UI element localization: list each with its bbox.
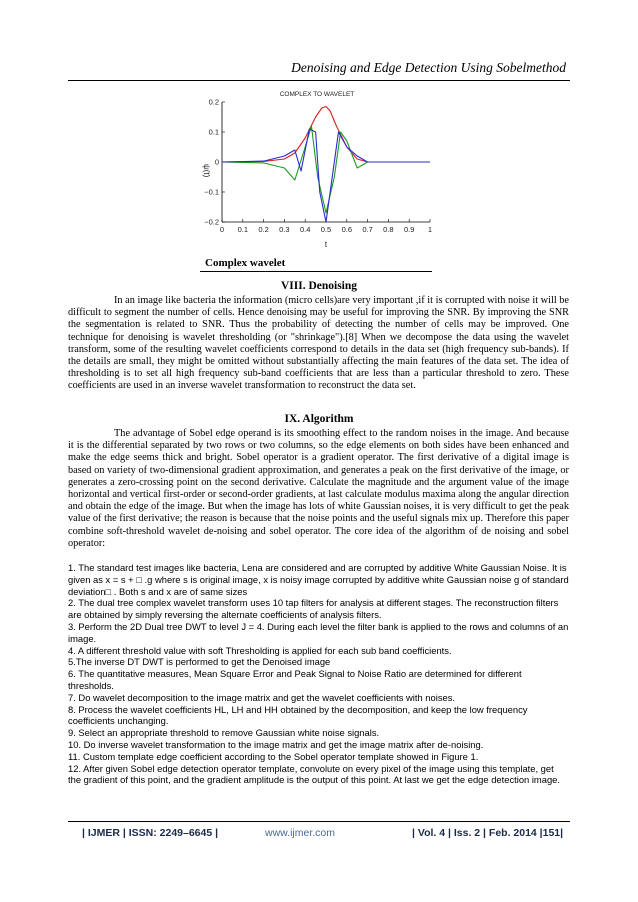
y-tick-label: 0.2 [208,97,219,107]
x-tick-label: 1 [427,225,433,234]
series-line-1 [222,107,430,163]
algorithm-paragraph: The advantage of Sobel edge operand is its smoothing effect to the random noises in the image. And because it is the differential separated by two rows or two columns, so the edge elements on both sides have been enhanced and make the edge seems thick and bright. Sobel operator is a gradient operator. The first derivative of a digital image is based on variety of two-dimensional gradient approximation, and generates a peak on the first derivative of the image, or generates a zero-crossing point on the second derivative. Calculate the magnitude and the argument value of the image horizontal and vertical first-order or second-order gradients, at last calculate modulus maxima along the angular direction and obtain the edge of the image. But when the image has lots of white Gaussian noises, it is very difficult to get the peak value of the first derivative; the reason is because that the noise points and the useful signals mix up. Therefore this paper combine soft-threshold wavelet de-noising and sobel operator. The core idea of the algorithm of de noising and sobel operator: [68,428,569,549]
x-tick-label: 0.4 [299,225,311,234]
x-tick-label: 0.9 [403,225,415,234]
header-rule [68,80,570,81]
x-tick-label: 0.6 [341,225,353,234]
denoising-paragraph: In an image like bacteria the information (micro cells)are very important ,if it is corrupted with noise it will be difficult to segment the number of cells. Hence denoising may be useful for improving the SNR. By improving the SNR the segmentation is related to SNR. Thus the probability of detecting the number of cells may be improved. One technique for denoising is wavelet thresholding (or "shrinkage").[8] When we decompose the data using the wavelet transform, some of the resulting wavelet coefficients correspond to details in the data set (high frequency sub-bands). If the details are small, they might be omitted without substantially affecting the main features of the data set. The idea of thresholding is to set all high frequency sub-band coefficients that are less than a particular threshold to zero. These coefficients are used in an inverse wavelet transformation to reconstruct the data set. [68,295,569,392]
x-tick-label: 0.7 [362,225,373,234]
x-tick-label: 0.1 [237,225,249,234]
x-axis-label: t [324,240,328,249]
footer-issue: | Vol. 4 | Iss. 2 | Feb. 2014 |151| [412,827,564,839]
figure [186,86,448,272]
x-tick-label: 0.8 [383,225,394,234]
footer-journal: | IJMER | ISSN: 2249–6645 | [82,827,219,839]
algorithm-steps [68,562,569,786]
x-tick-label: 0 [219,225,225,234]
algorithm-step: 3. Perform the 2D Dual tree DWT to level J = 4. During each level the filter bank is applied to the rows and columns of an image. [68,620,569,644]
caption-rule [200,271,432,272]
figure-caption: Complex wavelet [205,257,286,269]
series-line-2 [222,126,430,213]
y-tick-label: 0 [214,157,219,167]
algorithm-step: 5.The inverse DT DWT is performed to get the Denoised image [68,656,331,668]
section-heading-denoising: VIII. Denoising [280,280,358,292]
algorithm-step: 9. Select an appropriate threshold to remove Gaussian white noise signals. [68,727,380,739]
x-tick-label: 0.5 [320,225,332,234]
algorithm-step: 11. Custom template edge coefficient according to the Sobel operator template showed in Figure 1. [68,750,479,762]
x-tick-label: 0.2 [258,225,269,234]
wavelet-chart [186,86,448,272]
y-tick-label: −0.1 [204,187,219,197]
footer-url[interactable]: www.ijmer.com [265,827,336,839]
page-header-title: Denoising and Edge Detection Using Sobelmethod [291,60,566,75]
algorithm-step: 8. Process the wavelet coefficients HL, LH and HH obtained by the decomposition, and keep the low frequency coefficients unchanging. [68,703,528,727]
y-tick-label: 0.1 [208,127,219,137]
section-heading-algorithm: IX. Algorithm [284,413,354,425]
series-line-3 [222,129,430,222]
algorithm-step: 2. The dual tree complex wavelet transform uses 10 tap filters for analysis at different stages. The reconstruction filters are obtained by simply reversing the alternate coefficients of analysis filters. [68,597,559,621]
algorithm-step: 4. A different threshold value with soft Thresholding is applied for each sub band coefficients. [68,644,452,656]
footer-rule [68,821,570,822]
y-axis-label: ψ(t) [202,164,211,178]
algorithm-step: 1. The standard test images like bacteria, Lena are considered and are corrupted by additive White Gaussian Noise. It is given as x = s + □ .g where s is original image, x is noisy image corrupted by additive white Gaussian noise g of standard deviation□ . Both s and x are of same sizes [68,562,569,597]
plot-series [222,107,430,223]
algorithm-step: 12. After given Sobel edge detection operator template, convolute on every pixel of the image using this template, get the gradient of this point, and the gradient amplitude is the output of this point. At last we get the edge detection image. [68,762,560,786]
x-tick-label: 0.3 [279,225,290,234]
plot-title: COMPLEX TO WAVELET [279,91,355,98]
y-tick-label: −0.2 [204,217,219,227]
algorithm-step: 6. The quantitative measures, Mean Square Error and Peak Signal to Noise Ratio are determined for different thresholds. [68,668,522,691]
algorithm-step: 10. Do inverse wavelet transformation to the image matrix and get the image matrix after de-noising. [68,738,484,750]
algorithm-step: 7. Do wavelet decomposition to the image matrix and get the wavelet coefficients with noises. [68,691,456,703]
